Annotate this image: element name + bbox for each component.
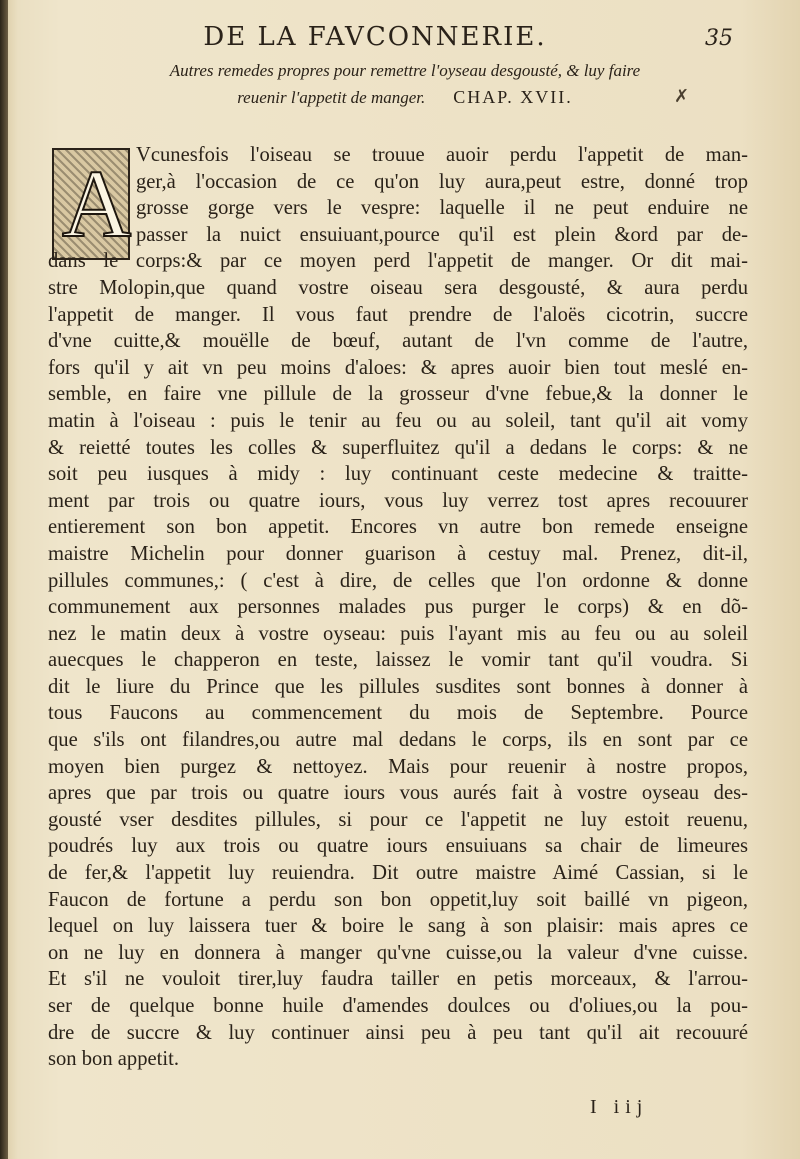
text-line: apres que par trois ou quatre iours vous aurés fait à vostre oyseau des-: [48, 782, 748, 805]
margin-annotation: ✗: [674, 86, 690, 107]
text-line: nez le matin deux à vostre oyseau: puis l'ayant mis au feu ou au soleil: [48, 622, 748, 645]
text-line: fors qu'il y ait vn peu moins d'aloes: & apres auoir bien tout meslé en-: [48, 356, 748, 379]
running-title: DE LA FAVCONNERIE.: [203, 22, 547, 52]
text-line: ment par trois ou quatre iours, vous luy verrez tost apres recouurer: [48, 489, 748, 512]
heading-line-2: [60, 84, 750, 111]
text-line: dans le corps:& par ce moyen perd l'appetit de manger. Or dit mai-: [48, 250, 748, 273]
text-line: l'appetit de manger. Il vous faut prendre de l'aloës cicotrin, succre: [48, 303, 748, 326]
body-text: [48, 142, 748, 1073]
text-line: gousté vser desdites pillules, si pour ce l'appetit ne luy estoit reuenu,: [48, 808, 748, 831]
chapter-number: CHAP. XVII.: [453, 87, 573, 107]
text-line: d'vne cuitte,& mouëlle de bœuf, autant de l'vn comme de l'autre,: [48, 330, 748, 353]
text-line: maistre Michelin pour donner guarison à cestuy mal. Prenez, dit-il,: [48, 542, 748, 565]
text-line: entierement son bon appetit. Encores vn autre bon remede enseigne: [48, 516, 748, 539]
text-line: de fer,& l'appetit luy reuiendra. Dit outre maistre Aimé Cassian, si le: [48, 862, 748, 885]
text-line: Vcunesfois l'oiseau se trouue auoir perdu l'appetit de man-: [136, 144, 748, 166]
text-line: ser de quelque bonne huile d'amendes doulces ou d'oliues,ou la pou-: [48, 995, 748, 1017]
binding-edge: [0, 0, 8, 1159]
text-line: ger,à l'occasion de ce qu'on luy aura,peut estre, donné trop: [136, 170, 748, 193]
text-line: communement aux personnes malades pus purger le corps) & en dõ-: [48, 596, 748, 619]
text-line: moyen bien purgez & nettoyez. Mais pour reuenir à nostre propos,: [48, 755, 748, 778]
text-line: poudrés luy aux trois ou quatre iours ensuiuans sa chair de limeures: [48, 835, 748, 858]
chapter-heading: [60, 58, 750, 111]
drop-cap-letter: A: [62, 150, 132, 257]
text-line: passer la nuict ensuiuant,pource qu'il est plein &ord par de-: [136, 223, 748, 246]
signature-mark: I iij: [590, 1096, 649, 1118]
heading-line-2-text: reuenir l'appetit de manger.: [237, 88, 426, 107]
text-line: tous Faucons au commencement du mois de Septembre. Pource: [48, 702, 748, 725]
text-line: dre de succre & luy continuer ainsi peu à peu tant qu'il ait recouuré: [48, 1021, 748, 1044]
text-line: & reietté toutes les colles & superfluitez qu'il a dedans le corps: & ne: [48, 436, 748, 459]
text-line: pillules communes,: ( c'est à dire, de celles que l'on ordonne & donne: [48, 569, 748, 592]
text-line: dit le liure du Prince que les pillules susdites sont bonnes à donner à: [48, 675, 748, 698]
text-line: lequel on luy laissera tuer & boire le sang à son plaisir: mais apres ce: [48, 915, 748, 938]
text-line: soit peu iusques à midy : luy continuant ceste medecine & traitte-: [48, 463, 748, 486]
text-line: que s'ils ont filandres,ou autre mal dedans le corps, ils en sont par ce: [48, 729, 748, 752]
text-line: Et s'il ne vouloit tirer,luy faudra tailler en petis morceaux, & l'arrou-: [48, 968, 748, 991]
text-line: grosse gorge vers le vespre: laquelle il ne peut enduire ne: [136, 197, 748, 220]
text-line: Faucon de fortune a perdu son bon oppetit,luy soit baillé vn pigeon,: [48, 888, 748, 911]
text-line: auecques le chapperon en teste, laissez le vomir tant qu'il voudra. Si: [48, 649, 748, 672]
text-line: on ne luy en donnera à manger qu'vne cuisse,ou la valeur d'vne cuisse.: [48, 941, 748, 964]
text-line: son bon appetit.: [48, 1048, 179, 1071]
text-line: semble, en faire vne pillule de la grosseur d'vne febue,& la donner le: [48, 383, 748, 406]
heading-line-1: Autres remedes propres pour remettre l'oyseau desgousté, & luy faire: [169, 61, 641, 80]
text-line: matin à l'oiseau : puis le tenir au feu ou au soleil, tant qu'il ait vomy: [48, 409, 748, 432]
text-line: stre Molopin,que quand vostre oiseau sera desgousté, & aura perdu: [48, 276, 748, 299]
page-number: 35: [705, 26, 733, 51]
